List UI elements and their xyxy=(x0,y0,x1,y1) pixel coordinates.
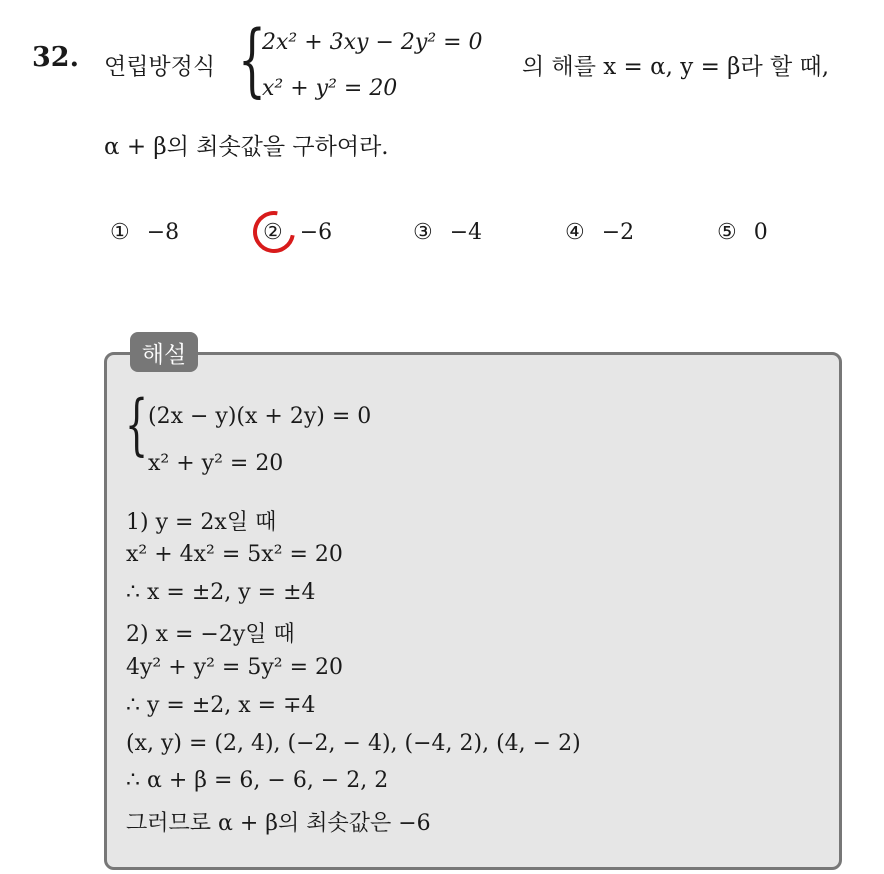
choice-1[interactable] xyxy=(110,220,179,245)
solution-line: ∴ x = ±2, y = ±4 xyxy=(126,580,316,605)
solution-brace: { xyxy=(125,386,149,463)
choice-5-value: 0 xyxy=(753,220,768,245)
equation-2: x² + y² = 20 xyxy=(262,76,398,101)
choice-3[interactable] xyxy=(413,220,482,245)
choice-5[interactable] xyxy=(717,220,768,245)
choice-3-value: −4 xyxy=(449,220,483,245)
solution-tag: 해설 xyxy=(130,332,198,372)
solution-line: ∴ α + β = 6, − 6, − 2, 2 xyxy=(126,768,389,793)
choice-5-mark: ⑤ xyxy=(717,220,737,245)
solution-line: x² + 4x² = 5x² = 20 xyxy=(126,542,343,567)
problem-lead: 연립방정식 xyxy=(104,54,216,80)
choice-3-mark: ③ xyxy=(413,220,433,245)
problem-question: α + β의 최솟값을 구하여라. xyxy=(104,134,389,160)
equation-1: 2x² + 3xy − 2y² = 0 xyxy=(262,30,483,55)
problem-number: 32. xyxy=(32,42,79,73)
solution-line: (x, y) = (2, 4), (−2, − 4), (−4, 2), (4, − 2) xyxy=(126,731,581,756)
solution-line: 2) x = −2y일 때 xyxy=(126,622,295,647)
solution-system-2: x² + y² = 20 xyxy=(148,451,284,476)
choice-1-mark: ① xyxy=(110,220,130,245)
solution-conclusion: 그러므로 α + β의 최솟값은 −6 xyxy=(126,811,431,836)
choice-4[interactable] xyxy=(565,220,634,245)
solution-system-1: (2x − y)(x + 2y) = 0 xyxy=(148,404,372,429)
choice-4-value: −2 xyxy=(601,220,635,245)
system-brace: { xyxy=(238,13,266,106)
problem-tail: 의 해를 x = α, y = β라 할 때, xyxy=(522,54,830,80)
choice-1-value: −8 xyxy=(146,220,180,245)
choice-2-value: −6 xyxy=(299,220,333,245)
choice-2-mark: ② xyxy=(263,220,283,245)
choice-4-mark: ④ xyxy=(565,220,585,245)
solution-line: 4y² + y² = 5y² = 20 xyxy=(126,655,343,680)
solution-line: 1) y = 2x일 때 xyxy=(126,510,277,535)
solution-line: ∴ y = ±2, x = ∓4 xyxy=(126,693,316,718)
selected-answer-circle xyxy=(245,203,303,261)
